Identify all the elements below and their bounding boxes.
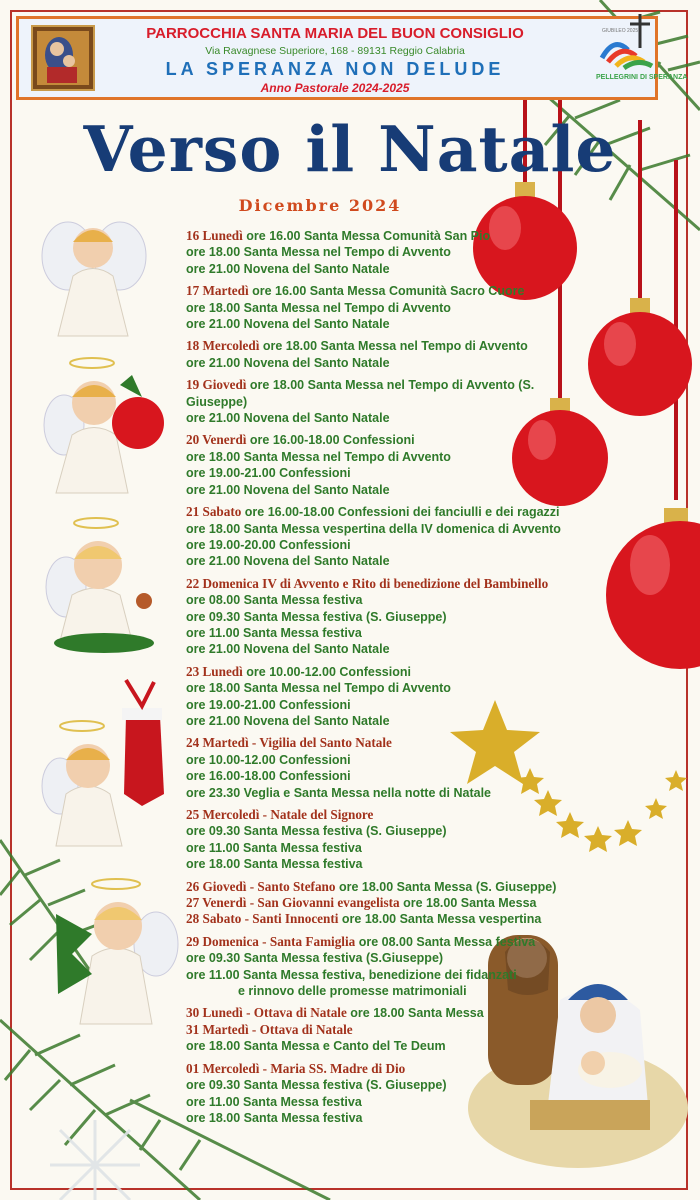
day-first-event: ore 18.00 Santa Messa (S. Giuseppe) <box>335 879 557 894</box>
angel-illustration-1 <box>38 206 148 341</box>
schedule-day <box>186 735 566 801</box>
schedule-day-heading <box>186 895 566 911</box>
schedule-day-heading <box>186 664 566 680</box>
parish-address: Via Ravagnese Superiore, 168 - 89131 Reggio Calabria <box>205 45 465 57</box>
motto: LA SPERANZA NON DELUDE <box>165 59 505 79</box>
schedule-day-heading <box>186 735 566 751</box>
event-line: ore 23.30 Veglia e Santa Messa nella notte di Natale <box>186 785 491 800</box>
schedule-day-heading <box>186 377 566 410</box>
day-first-event: ore 18.00 Santa Messa <box>346 1006 484 1021</box>
angel-illustration-2 <box>42 355 172 495</box>
schedule-day-heading <box>186 432 566 448</box>
event-line: ore 21.00 Novena del Santo Natale <box>186 642 390 657</box>
event-line: ore 09.30 Santa Messa festiva (S. Giuseppe) <box>186 1078 447 1093</box>
day-label: 17 Martedì <box>186 283 249 299</box>
event-line: ore 18.00 Santa Messa nel Tempo di Avvento <box>186 300 451 315</box>
event-line: ore 18.00 Santa Messa nel Tempo di Avvento <box>186 681 451 696</box>
schedule-day <box>186 895 566 911</box>
month-label: Dicembre 2024 <box>238 196 402 215</box>
schedule-day <box>186 1022 566 1055</box>
schedule-day <box>186 807 566 873</box>
event-line: ore 09.30 Santa Messa festiva (S. Giuseppe) <box>186 824 447 839</box>
day-label: 28 Sabato - Santi Innocenti <box>186 911 339 927</box>
day-first-event: ore 10.00-12.00 Confessioni <box>242 664 411 679</box>
logo-small-text: GIUBILEO 2025 <box>602 28 639 34</box>
event-line: ore 18.00 Santa Messa nel Tempo di Avvento <box>186 245 451 260</box>
schedule-day <box>186 1005 566 1021</box>
schedule-day-heading <box>186 504 566 520</box>
event-line: ore 08.00 Santa Messa festiva <box>186 593 363 608</box>
day-first-event: ore 08.00 Santa Messa festiva <box>355 934 536 949</box>
schedule-day <box>186 377 566 426</box>
event-line: ore 10.00-12.00 Confessioni <box>186 752 351 767</box>
event-line: ore 21.00 Novena del Santo Natale <box>186 317 390 332</box>
event-line: ore 09.30 Santa Messa festiva (S.Giuseppe) <box>186 951 444 966</box>
day-label: 29 Domenica - Santa Famiglia <box>186 933 356 949</box>
event-line: ore 11.00 Santa Messa festiva <box>186 840 362 855</box>
day-first-event: ore 16.00-18.00 Confessioni <box>246 433 415 448</box>
day-first-event: ore 16.00 Santa Messa Comunità Sacro Cuore <box>248 284 525 299</box>
day-label: 20 Venerdì <box>186 432 247 448</box>
schedule-day <box>186 504 566 570</box>
madonna-icon <box>31 25 95 91</box>
event-line: ore 18.00 Santa Messa nel Tempo di Avvento <box>186 449 451 464</box>
event-line: ore 18.00 Santa Messa vespertina della IV domenica di Avvento <box>186 521 561 536</box>
event-line: ore 21.00 Novena del Santo Natale <box>186 411 390 426</box>
pastoral-year: Anno Pastorale 2024-2025 <box>260 81 410 95</box>
day-first-event: ore 18.00 Santa Messa vespertina <box>338 912 542 927</box>
day-first-event: ore 18.00 Santa Messa nel Tempo di Avvento <box>259 339 528 354</box>
day-label: 18 Mercoledì <box>186 338 260 354</box>
schedule-day-heading <box>186 283 566 299</box>
schedule-day <box>186 228 566 277</box>
snowflake-decoration <box>50 1120 140 1200</box>
parish-name: PARROCCHIA SANTA MARIA DEL BUON CONSIGLIO <box>146 25 524 42</box>
event-line: ore 11.00 Santa Messa festiva <box>186 1094 362 1109</box>
day-label: 24 Martedì - Vigilia del Santo Natale <box>186 735 392 751</box>
event-line: ore 21.00 Novena del Santo Natale <box>186 355 390 370</box>
day-label: 31 Martedì - Ottava di Natale <box>186 1021 353 1037</box>
day-first-event: ore 16.00-18.00 Confessioni dei fanciulli e dei ragazzi <box>241 505 560 520</box>
day-label: 19 Giovedì <box>186 377 247 393</box>
event-line: ore 21.00 Novena del Santo Natale <box>186 713 390 728</box>
event-line: ore 21.00 Novena del Santo Natale <box>186 482 390 497</box>
angel-illustration-4 <box>42 676 172 851</box>
day-label: 23 Lunedì <box>186 663 243 679</box>
schedule-day-heading <box>186 879 566 895</box>
schedule-day <box>186 934 566 1000</box>
event-line: ore 21.00 Novena del Santo Natale <box>186 261 390 276</box>
day-label: 16 Lunedì <box>186 228 243 243</box>
schedule-day-heading <box>186 576 566 592</box>
day-label: 27 Venerdì - San Giovanni evangelista <box>186 895 400 911</box>
schedule-day <box>186 879 566 895</box>
schedule-day <box>186 911 566 927</box>
event-line: ore 19.00-21.00 Confessioni <box>186 697 351 712</box>
event-line: ore 18.00 Santa Messa festiva <box>186 857 363 872</box>
parish-header <box>16 16 658 100</box>
schedule-day <box>186 283 566 332</box>
day-label: 22 Domenica IV di Avvento e Rito di benedizione del Bambinello <box>186 575 549 591</box>
event-line: ore 19.00-21.00 Confessioni <box>186 466 351 481</box>
schedule-day <box>186 664 566 730</box>
event-line: ore 19.00-20.00 Confessioni <box>186 537 351 552</box>
schedule-day-heading <box>186 338 566 354</box>
event-line: ore 21.00 Novena del Santo Natale <box>186 554 390 569</box>
day-first-event: ore 18.00 Santa Messa nel Tempo di Avvento (S. Giuseppe) <box>186 378 535 409</box>
schedule-day-heading <box>186 1005 566 1021</box>
page-title: Verso il Natale <box>83 112 617 186</box>
schedule-day-heading <box>186 807 566 823</box>
day-label: 25 Mercoledì - Natale del Signore <box>186 807 374 822</box>
schedule-day-heading <box>186 228 566 244</box>
event-line: ore 18.00 Santa Messa festiva <box>186 1110 363 1125</box>
event-line: ore 18.00 Santa Messa e Canto del Te Deum <box>186 1039 446 1054</box>
day-first-event: ore 16.00 Santa Messa Comunità San Pio <box>242 229 491 243</box>
schedule-day <box>186 432 566 498</box>
event-line: ore 11.00 Santa Messa festiva <box>186 625 362 640</box>
schedule-day-heading <box>186 1061 566 1077</box>
event-line: ore 11.00 Santa Messa festiva, benedizione dei fidanzati <box>186 967 517 982</box>
angel-illustration-3 <box>46 515 156 655</box>
angel-illustration-5 <box>52 874 182 1034</box>
schedule-day-heading <box>186 911 566 927</box>
day-label: 21 Sabato <box>186 504 242 520</box>
schedule-day-heading <box>186 934 566 950</box>
jubilee-logo <box>594 8 688 82</box>
event-line: e rinnovo delle promesse matrimoniali <box>238 984 467 999</box>
schedule-day <box>186 1061 566 1127</box>
day-label: 01 Mercoledì - Maria SS. Madre di Dio <box>186 1060 406 1076</box>
logo-text: PELLEGRINI DI SPERANZA <box>596 74 688 81</box>
schedule <box>186 228 566 1132</box>
day-label: 26 Giovedì - Santo Stefano <box>186 878 336 894</box>
event-line: ore 16.00-18.00 Confessioni <box>186 769 351 784</box>
event-line: ore 09.30 Santa Messa festiva (S. Giuseppe) <box>186 609 447 624</box>
schedule-day <box>186 338 566 371</box>
schedule-day-heading <box>186 1022 566 1038</box>
day-first-event: ore 18.00 Santa Messa <box>399 896 537 911</box>
day-label: 30 Lunedì - Ottava di Natale <box>186 1005 347 1021</box>
schedule-day <box>186 576 566 658</box>
